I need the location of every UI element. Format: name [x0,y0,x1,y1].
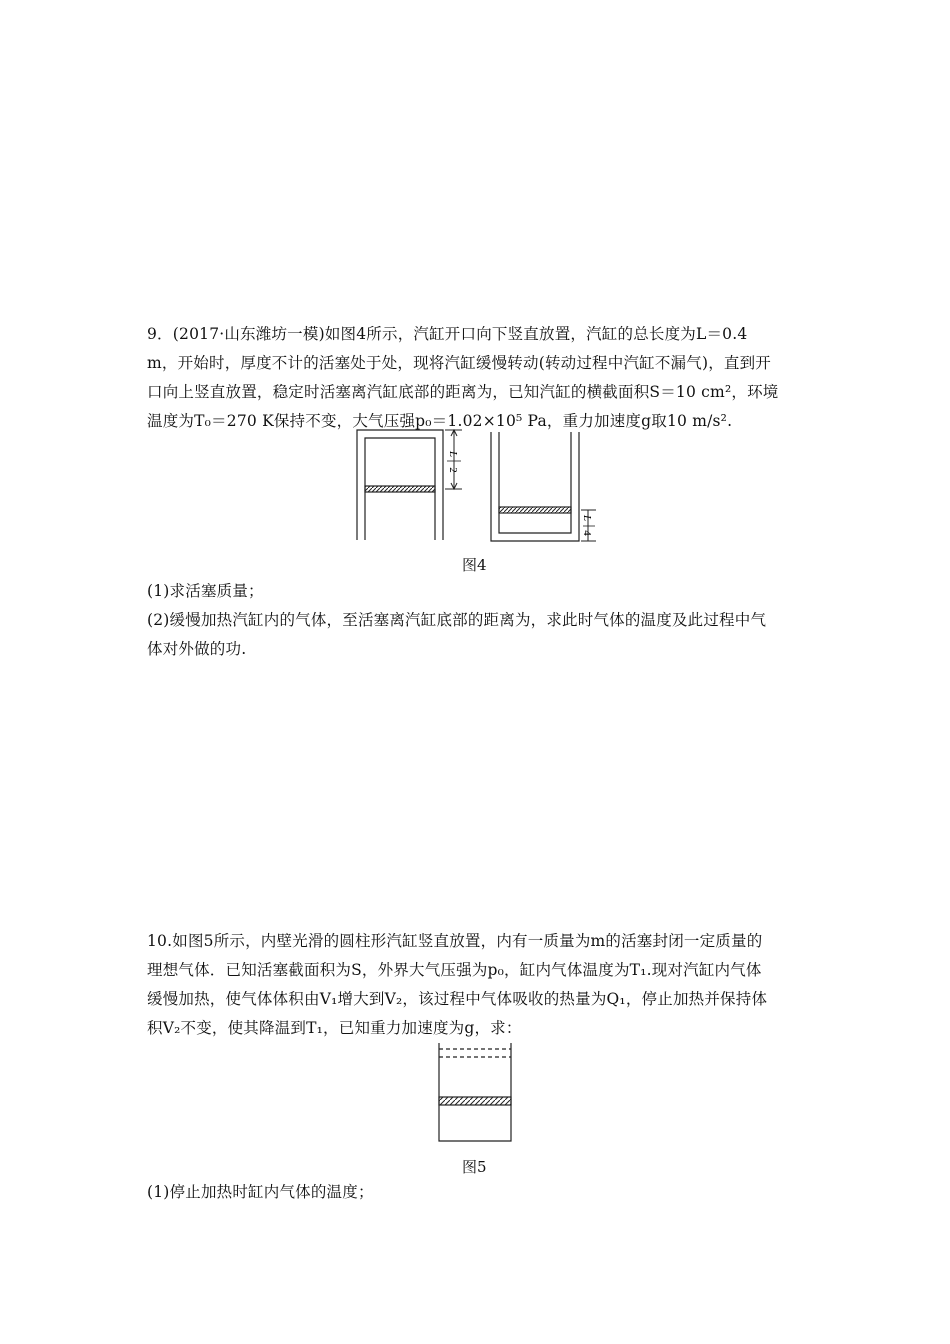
figure-5-caption: 图5 [462,1158,487,1176]
q10-part-1: (1)停止加热时缸内气体的温度； [147,1183,374,1201]
q10-line-3: 缓慢加热，使气体体积由V₁增大到V₂，该过程中气体吸收的热量为Q₁，停止加热并保持体 [147,990,768,1008]
q9-line-1: 9．(2017·山东潍坊一模)如图4所示，汽缸开口向下竖直放置，汽缸的总长度为L＝0.4 [147,325,748,343]
q9-line-3: 口向上竖直放置，稳定时活塞离汽缸底部的距离为，已知汽缸的横截面积S＝10 cm²，环境 [147,383,779,401]
label-2: 2 [447,467,459,473]
piston-5 [439,1097,511,1105]
q9-part-2-line-1: (2)缓慢加热汽缸内的气体，至活塞离汽缸底部的距离为，求此时气体的温度及此过程中气 [147,611,767,629]
q10-line-2: 理想气体．已知活塞截面积为S，外界大气压强为p₀，缸内气体温度为T₁.现对汽缸内气体 [147,961,762,979]
label-4: 4 [581,530,593,536]
figure-4-caption: 图4 [462,556,487,574]
question-10-parts [147,1178,809,1207]
q9-part-1: (1)求活塞质量； [147,582,264,600]
q9-part-2-line-2: 体对外做的功. [147,640,247,658]
q10-line-1: 10.如图5所示，内壁光滑的圆柱形汽缸竖直放置，内有一质量为m的活塞封闭一定质量的 [147,932,763,950]
q10-line-4: 积V₂不变，使其降温到T₁，已知重力加速度为g，求： [147,1019,522,1037]
cylinder-5 [439,1043,511,1141]
label-L-right: L [581,514,593,522]
label-L-left: L [447,450,459,458]
q9-line-2: m，开始时，厚度不计的活塞处于处，现将汽缸缓慢转动(转动过程中汽缸不漏气)，直到开 [147,354,771,372]
q9-line-4: 温度为T₀＝270 K保持不变，大气压强p₀＝1.02×10⁵ Pa，重力加速度g取10 m/s². [147,412,733,430]
